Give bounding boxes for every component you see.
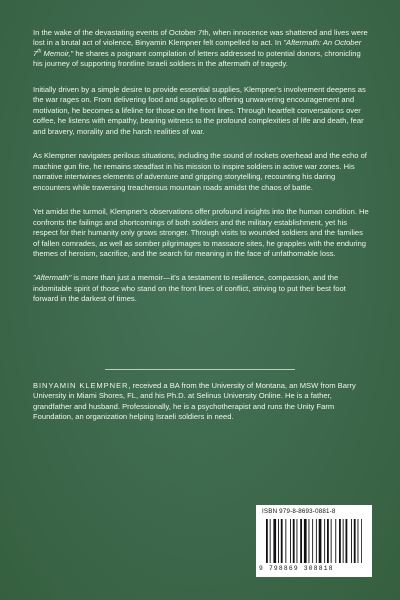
p1-title-text: "Aftermath: An October 7 bbox=[33, 38, 362, 58]
author-bio-text: , received a BA from the University of Montana, an MSW from Barry University in Miami Shores, FL, and his Ph.D. at Selinus University Online. He is a father, grandfather and husband. Professionally, he is a psychotherapist and runs the Unity Farm Foundation, an organization helping Israeli soldiers in need. bbox=[33, 381, 356, 422]
author-name: BINYAMIN KLEMPNER bbox=[33, 381, 129, 390]
p1-text-b: he shares a poignant compilation of letters addressed to potential donors, chronicling his journey of supporting frontline Israeli soldiers in the aftermath of tragedy. bbox=[33, 48, 361, 69]
synopsis-paragraph-2: Initially driven by a simple desire to provide essential supplies, Klempner's involvement deepens as the war rages on. From delivering food and supplies to offering unwavering encouragement and motivation, he becomes a lifeline for those on the front lines. Through heartfelt conversations over coffee, he listens with empathy, bearing witness to the profound complexities of life and death, fear and bravery, morality and the harsh realities of war. bbox=[33, 84, 366, 136]
synopsis-paragraph-5 bbox=[33, 273, 371, 304]
author-bio bbox=[33, 381, 371, 423]
synopsis bbox=[33, 28, 371, 319]
p5-text: is more than just a memoir—it's a testament to resilience, compassion, and the indomitable spirit of those who stand on the front lines of conflict, striving to put their best foot forward in the darkest of times. bbox=[33, 273, 346, 304]
synopsis-paragraph-1 bbox=[33, 28, 371, 70]
isbn-barcode bbox=[256, 505, 372, 577]
isbn-label: ISBN 979-8-8693-0881-8 bbox=[262, 508, 336, 515]
p1-text-a: In the wake of the devastating events of October 7th, when innocence was shattered and lives were lost in a brutal act of violence, Binyamin Klempner felt compelled to act. In bbox=[33, 28, 368, 48]
barcode-digits: 9 798869 308818 bbox=[259, 565, 334, 572]
synopsis-paragraph-4: Yet amidst the turmoil, Klempner's observations offer profound insights into the human condition. He confronts the failings and shortcomings of both soldiers and the military establishment, yet his respect for their humanity only grows stronger. Through visits to wounded soldiers and the families of fallen comrades, as well as somber pilgrimages to massacre sites, he grapples with the enduring themes of heroism, sacrifice, and the search for meaning in the face of unfathomable loss. bbox=[33, 207, 369, 258]
p1-title-end: Memoir," bbox=[41, 48, 74, 58]
section-divider bbox=[105, 369, 295, 370]
p1-title-sup: th bbox=[37, 48, 42, 55]
p5-book-title: "Aftermath" bbox=[33, 273, 72, 283]
synopsis-paragraph-3: As Klempner navigates perilous situations, including the sound of rockets overhead and the echo of machine gun fire, he remains steadfast in his mission to inspire soldiers in active war zones. His narrative intertwines elements of adventure and gripping storytelling, recounting his daring encounters while traversing treacherous mountain roads amidst the chaos of battle. bbox=[33, 151, 367, 192]
barcode-icon bbox=[266, 519, 362, 565]
